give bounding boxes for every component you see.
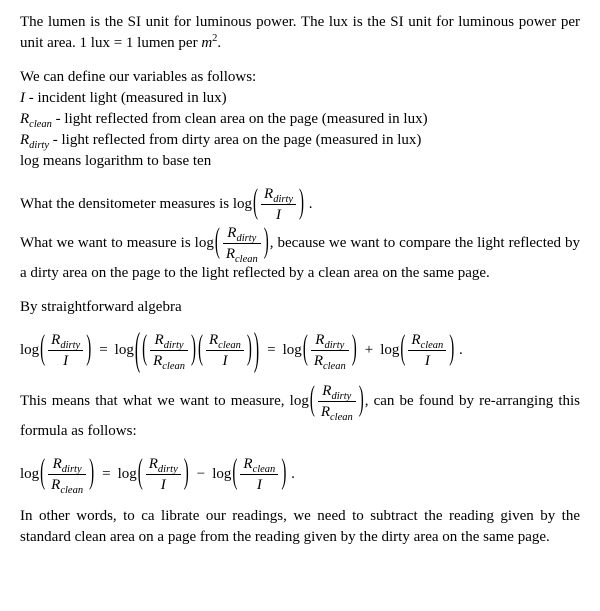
math-paren: ( [142, 330, 148, 368]
math-fraction [206, 331, 244, 370]
math-subscript: dirty [29, 140, 50, 151]
paragraph-rearrange: This means that what we want to measure, log( $R_{dirty}$ $R_{clean}$ ), can be found by re-arranging this formula as follows: [20, 382, 580, 442]
math-denominator [206, 351, 244, 370]
math-variable: R [243, 456, 253, 472]
math-variable: R [315, 332, 325, 348]
math-subscript: dirty [236, 233, 257, 244]
math-variable: R [154, 332, 164, 348]
math-fraction [223, 224, 261, 263]
math-paren: ( [40, 330, 46, 368]
math-paren: ( [40, 454, 46, 492]
math-subscript: clean [29, 119, 52, 130]
densitometer-measures-line: What the densitometer measures is log( $R_{dirty}$ I ) . [20, 185, 580, 224]
math-variable: R [20, 111, 30, 127]
math-fraction [311, 331, 349, 370]
math-paren: ) [191, 330, 196, 368]
math-fraction [48, 455, 86, 494]
math-subscript: clean [322, 361, 346, 372]
paragraph-conclusion: In other words, to ca librate our readings, we need to subtract the reading given by the standard clean area on a page from the reading given by the dirty area on the same page. [20, 508, 580, 545]
equation-calibration: log( $R_{dirty}$ $R_{clean}$ ) = log( $R_{dirty}$ I ) − log( $R_{clean}$ I ) . [20, 455, 580, 494]
math-variable: I [222, 353, 228, 369]
math-fraction [240, 455, 278, 494]
math-paren: ) [351, 330, 357, 368]
math-fraction [261, 185, 296, 224]
math-variable: R [227, 225, 237, 241]
math-variable: R [411, 332, 421, 348]
math-variable: m [201, 35, 213, 51]
math-fraction [150, 331, 188, 370]
math-subscript: clean [235, 254, 258, 265]
paragraph-variable-definitions [20, 67, 580, 172]
definition-r-clean: $R_{clean}$ - light reflected from clean area on the page (measured in lux) [20, 111, 428, 130]
math-numerator [150, 331, 188, 351]
math-subscript: clean [420, 340, 444, 351]
math-paren: ) [253, 325, 260, 376]
math-variable: R [51, 332, 61, 348]
math-denominator [318, 402, 356, 421]
math-paren: ( [309, 381, 315, 419]
want-to-measure-text: What we want to measure is log( $R_{dirty}$ $R_{clean}$ ), because we want to compare the light reflected by a dirty area on the page to the light reflected by a clean area on the same page. [20, 224, 580, 284]
math-subscript: dirty [324, 340, 345, 351]
math-variable: R [153, 353, 163, 369]
math-operator: = [99, 341, 108, 358]
math-paren: ) [263, 223, 269, 261]
definition-incident-light: I - incident light (measured in lux) [20, 90, 227, 106]
math-variable: I [256, 477, 262, 493]
math-paren: ) [358, 381, 364, 419]
math-variable: I [160, 477, 166, 493]
math-variable: I [424, 353, 430, 369]
math-numerator [48, 331, 83, 351]
paragraph-densitometer [20, 185, 580, 284]
math-subscript: dirty [61, 464, 82, 475]
math-subscript: dirty [60, 340, 81, 351]
math-variable: R [20, 132, 30, 148]
math-variable: R [264, 186, 274, 202]
math-operator: + [364, 341, 374, 358]
math-numerator [408, 331, 446, 351]
math-variable: R [313, 353, 323, 369]
math-denominator [408, 351, 446, 370]
math-denominator [223, 244, 261, 263]
math-subscript: dirty [157, 464, 178, 475]
math-paren: ) [449, 330, 455, 368]
math-variable: I [20, 90, 25, 106]
math-subscript: clean [218, 340, 241, 351]
math-subscript: dirty [163, 340, 184, 351]
math-paren: ) [246, 330, 252, 368]
math-paren: ( [253, 184, 259, 222]
math-subscript: clean [60, 485, 84, 496]
math-fraction [48, 331, 83, 370]
math-paren: ( [232, 454, 238, 492]
math-numerator [48, 455, 86, 475]
definition-r-dirty: $R_{dirty}$ - light reflected from dirty area on the page (measured in lux) [20, 132, 422, 151]
math-paren: ) [281, 454, 287, 492]
math-fraction [318, 382, 356, 421]
math-denominator [150, 351, 188, 370]
math-subscript: dirty [331, 391, 352, 402]
math-paren: ) [86, 330, 92, 368]
math-subscript: dirty [273, 194, 294, 205]
math-numerator [240, 455, 278, 475]
definition-log-note: log means logarithm to base ten [20, 153, 212, 169]
math-numerator [311, 331, 349, 351]
math-numerator [206, 331, 244, 351]
math-numerator [261, 185, 296, 205]
math-variable: R [225, 246, 235, 262]
math-denominator [240, 475, 278, 494]
math-superscript: 2 [212, 33, 218, 44]
math-paren: ( [137, 454, 143, 492]
math-variable: R [51, 477, 61, 493]
math-paren: ) [89, 454, 95, 492]
math-variable: R [320, 404, 330, 420]
paragraph-algebra-intro: By straightforward algebra [20, 299, 182, 315]
paragraph-lumen-intro: The lumen is the SI unit for luminous power. The lux is the SI unit for luminous power per unit area. 1 lux = 1 lumen per $m^2$. [20, 14, 580, 51]
math-denominator [48, 475, 86, 494]
math-paren: ) [299, 184, 305, 222]
math-denominator [311, 351, 349, 370]
math-variable: R [322, 383, 332, 399]
math-numerator [318, 382, 356, 402]
equation-log-expansion: log( $R_{dirty}$ I ) = log( ( $R_{dirty}$ $R_{clean}$ ) ( $R_{clean}$ I ) ) = log( $R_{dirty}$ $R_{clean}$ ) + log( $R_{clean}$ I ) . [20, 331, 580, 370]
math-fraction [146, 455, 181, 494]
math-denominator [48, 351, 83, 370]
math-variable: I [63, 353, 69, 369]
math-paren: ( [198, 330, 203, 368]
math-operator: = [267, 341, 276, 358]
math-variable: R [148, 456, 158, 472]
math-operator: = [102, 465, 111, 482]
math-numerator [146, 455, 181, 475]
math-fraction [408, 331, 446, 370]
math-subscript: clean [162, 361, 185, 372]
math-paren: ( [400, 330, 406, 368]
math-subscript: clean [252, 464, 276, 475]
math-subscript: clean [330, 412, 353, 423]
math-operator: − [196, 465, 206, 482]
math-variable: I [276, 207, 282, 223]
math-paren: ( [302, 330, 308, 368]
math-variable: R [209, 332, 219, 348]
math-denominator [146, 475, 181, 494]
math-paren: ( [214, 223, 220, 261]
math-paren: ) [183, 454, 189, 492]
math-paren: ( [134, 325, 141, 376]
math-variable: R [52, 456, 62, 472]
definitions-intro-line: We can define our variables as follows: [20, 69, 257, 85]
